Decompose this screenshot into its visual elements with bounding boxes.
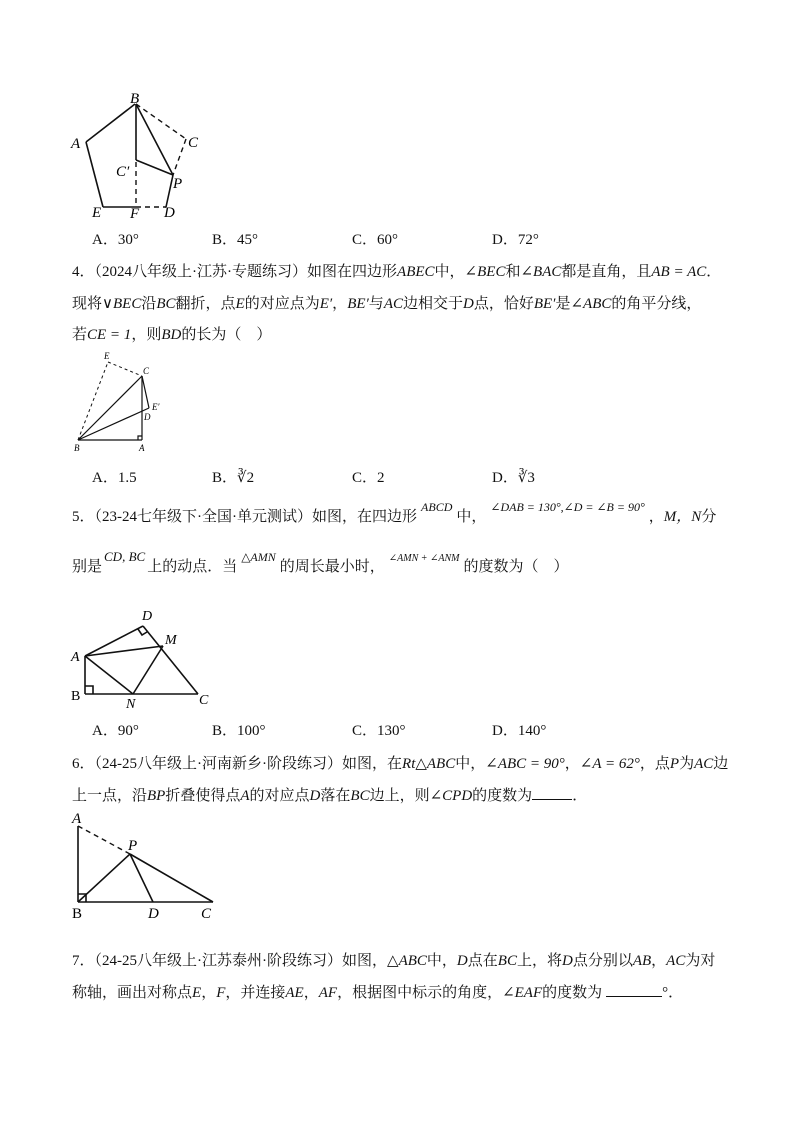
q6-label-A: A	[72, 811, 82, 827]
q3-label-A: A	[71, 136, 81, 152]
q4-option-d[interactable]: D．∛3	[492, 470, 535, 486]
q7-source: （24-25八年级上·江苏泰州·阶段练习）	[94, 953, 343, 969]
q5-line1: 5．（23-24七年级下·全国·单元测试）如图，在四边形$^{ABCD}$中，$^{\angle DAB = 130^\circ,\angle D = \angle B = 90^\circ}$，M，N分	[72, 500, 717, 525]
q3-option-c[interactable]: C．60°	[352, 232, 399, 248]
q5-label-N: N	[126, 697, 136, 712]
q6-figure	[68, 808, 228, 922]
q3-label-B: B	[130, 92, 140, 107]
q4-label-B: B	[74, 443, 80, 453]
q5-option-c[interactable]: C．130°	[352, 723, 406, 739]
q6-source: （24-25八年级上·河南新乡·阶段练习）	[94, 756, 343, 772]
q5-label-B: B	[71, 689, 81, 704]
q3-label-E: E	[92, 205, 102, 220]
q4-option-b[interactable]: B．∛2	[212, 470, 255, 486]
q4-option-c[interactable]: C．2	[352, 470, 385, 486]
q5-figure	[68, 604, 228, 712]
q3-figure	[68, 92, 208, 220]
q6-label-B: B	[72, 906, 83, 922]
q6-line2: 上一点，沿BP折叠使得点A的对应点D落在BC边上，则∠CPD的度数为 ．	[72, 788, 588, 804]
q4-label-A: A	[139, 443, 145, 453]
q4-line2: 现将∨BEC沿BC翻折，点E的对应点为E′，BE′与AC边相交于D点，恰好BE′是∠ABC的角平分线，	[72, 296, 702, 312]
q5-option-d[interactable]: D．140°	[492, 723, 547, 739]
q5-line2: 别是CD, BC上的动点．当$^{\triangle AMN}$的周长最小时，$^{\angle AMN + \angle ANM}$的度数为（ ）	[72, 549, 569, 575]
q4-line1: 4．（2024八年级上·江苏·专题练习）如图在四边形ABEC中，∠BEC和∠BAC都是直角，且AB = AC．	[72, 264, 722, 280]
q4-label-D: D	[144, 412, 151, 422]
q3-option-d[interactable]: D．72°	[492, 232, 539, 248]
q5-label-M: M	[165, 633, 177, 648]
q7-number: 7．	[72, 953, 95, 969]
q3-label-F: F	[130, 206, 140, 220]
q6-line1: 6．（24-25八年级上·河南新乡·阶段练习）如图，在Rt△ABC中，∠ABC = 90°，∠A = 62°，点P为AC边	[72, 756, 729, 772]
q4-source: （2024八年级上·江苏·专题练习）	[94, 264, 308, 280]
q5-option-b[interactable]: B．100°	[212, 723, 266, 739]
q4-label-C: C	[143, 366, 150, 376]
q4-figure	[72, 350, 172, 456]
q7-line1: 7．（24-25八年级上·江苏泰州·阶段练习）如图，△ABC中，D点在BC上，将D点分别以AB，AC为对	[72, 953, 716, 969]
q5-label-C: C	[199, 693, 209, 708]
q7-answer-blank[interactable]	[606, 996, 662, 997]
q3-label-P: P	[173, 176, 183, 192]
q6-label-C: C	[201, 906, 212, 922]
q5-source: （23-24七年级下·全国·单元测试）	[94, 509, 313, 525]
q3-label-C: C	[188, 135, 199, 151]
q4-number: 4．	[72, 264, 95, 280]
q5-label-D: D	[142, 609, 153, 624]
q6-label-P: P	[128, 838, 138, 854]
q4-line3: 若CE = 1，则BD的长为（ ）	[72, 327, 272, 343]
q3-label-D: D	[164, 205, 175, 220]
q7-line2: 称轴，画出对称点E，F，并连接AE，AF，根据图中标示的角度，∠EAF的度数为 °．	[72, 985, 684, 1001]
q6-number: 6．	[72, 756, 95, 772]
q4-label-Eprime: E′	[152, 402, 160, 412]
q5-label-A: A	[71, 650, 80, 665]
q3-option-b[interactable]: B．45°	[212, 232, 259, 248]
q3-option-a[interactable]: A．30°	[92, 232, 139, 248]
q6-answer-blank[interactable]	[532, 799, 572, 800]
q3-label-Cprime: C′	[116, 164, 130, 180]
q4-option-a[interactable]: A．1.5	[92, 470, 137, 486]
q5-number: 5．	[72, 509, 95, 525]
q4-label-E: E	[104, 351, 110, 361]
q5-option-a[interactable]: A．90°	[92, 723, 139, 739]
q6-label-D: D	[148, 906, 159, 922]
